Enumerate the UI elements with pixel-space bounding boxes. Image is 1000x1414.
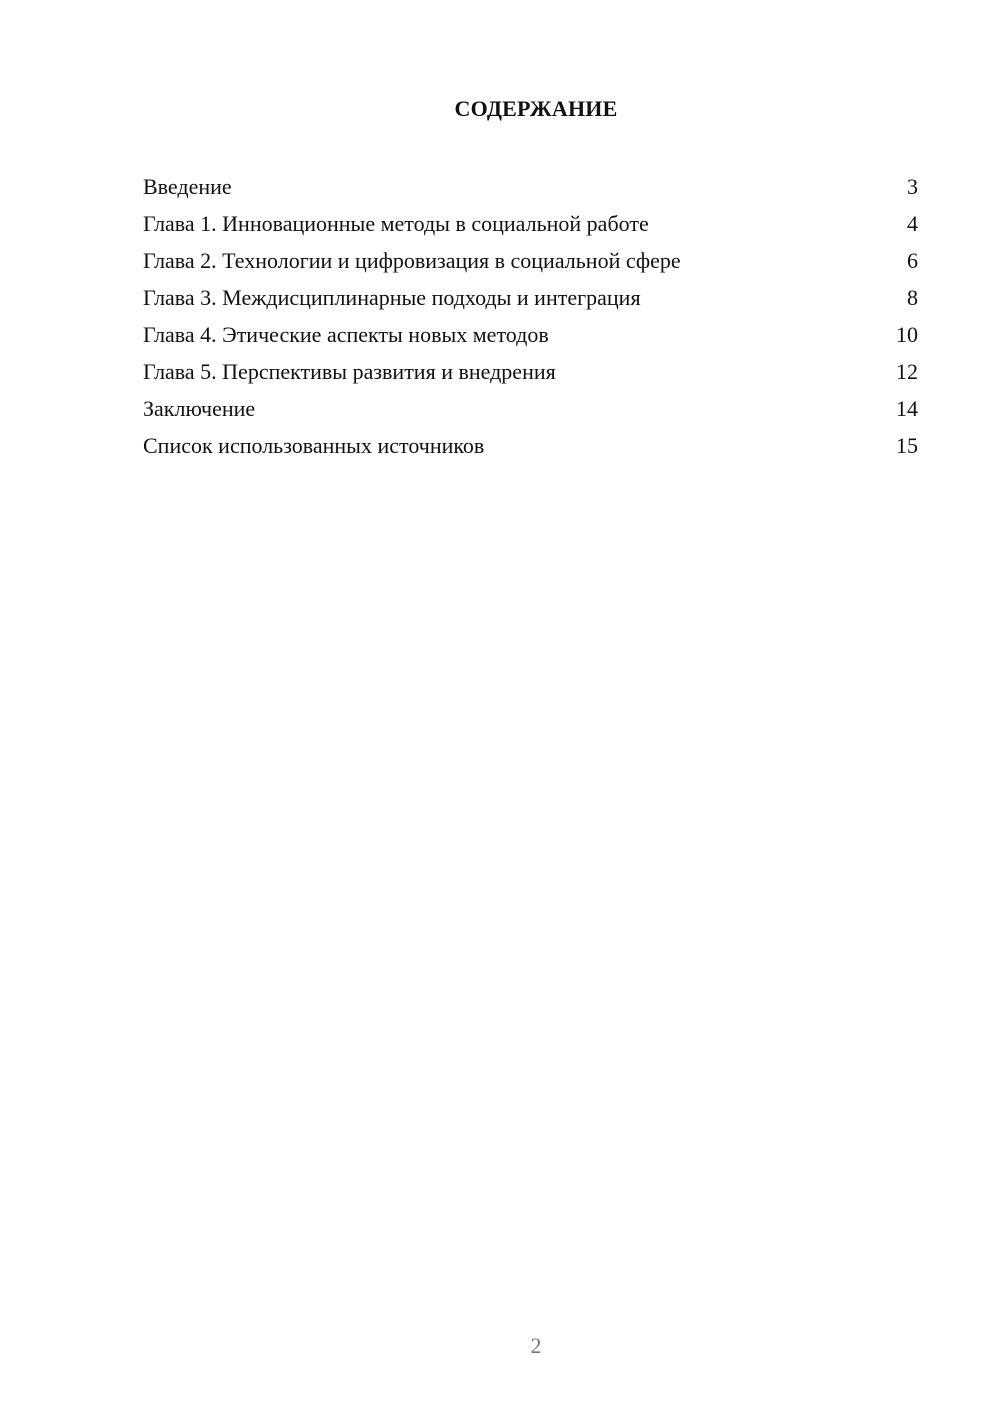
toc-entry-title: Глава 4. Этические аспекты новых методов: [143, 322, 549, 347]
toc-entry-title: Заключение: [143, 396, 256, 421]
toc-entry: [143, 242, 918, 279]
toc-entry-title: Глава 3. Междисциплинарные подходы и интеграция: [143, 285, 641, 310]
toc-entry-page: 14: [896, 396, 918, 421]
page-number: 2: [530, 1333, 542, 1358]
toc-entry: [143, 205, 918, 242]
toc-entry: [143, 168, 918, 205]
toc-entry-title: Введение: [143, 174, 232, 199]
toc-entry-page: 6: [907, 248, 918, 273]
toc-entry: [143, 316, 918, 353]
toc-entry-page: 12: [896, 359, 918, 384]
table-of-contents: [143, 168, 918, 464]
toc-entry-page: 4: [907, 211, 918, 236]
toc-entry-page: 8: [907, 285, 918, 310]
toc-entry-page: 3: [907, 174, 918, 199]
toc-entry: [143, 353, 918, 390]
toc-entry-title: Глава 1. Инновационные методы в социальной работе: [143, 211, 649, 236]
toc-entry-title: Глава 5. Перспективы развития и внедрения: [143, 359, 556, 384]
page-title: СОДЕРЖАНИЕ: [454, 96, 618, 121]
toc-entry-page: 15: [896, 433, 918, 458]
toc-entry: [143, 390, 918, 427]
toc-entry-title: Глава 2. Технологии и цифровизация в социальной сфере: [143, 248, 681, 273]
toc-entry: [143, 427, 918, 464]
toc-entry: [143, 279, 918, 316]
toc-entry-page: 10: [896, 322, 918, 347]
toc-entry-title: Список использованных источников: [143, 433, 485, 458]
